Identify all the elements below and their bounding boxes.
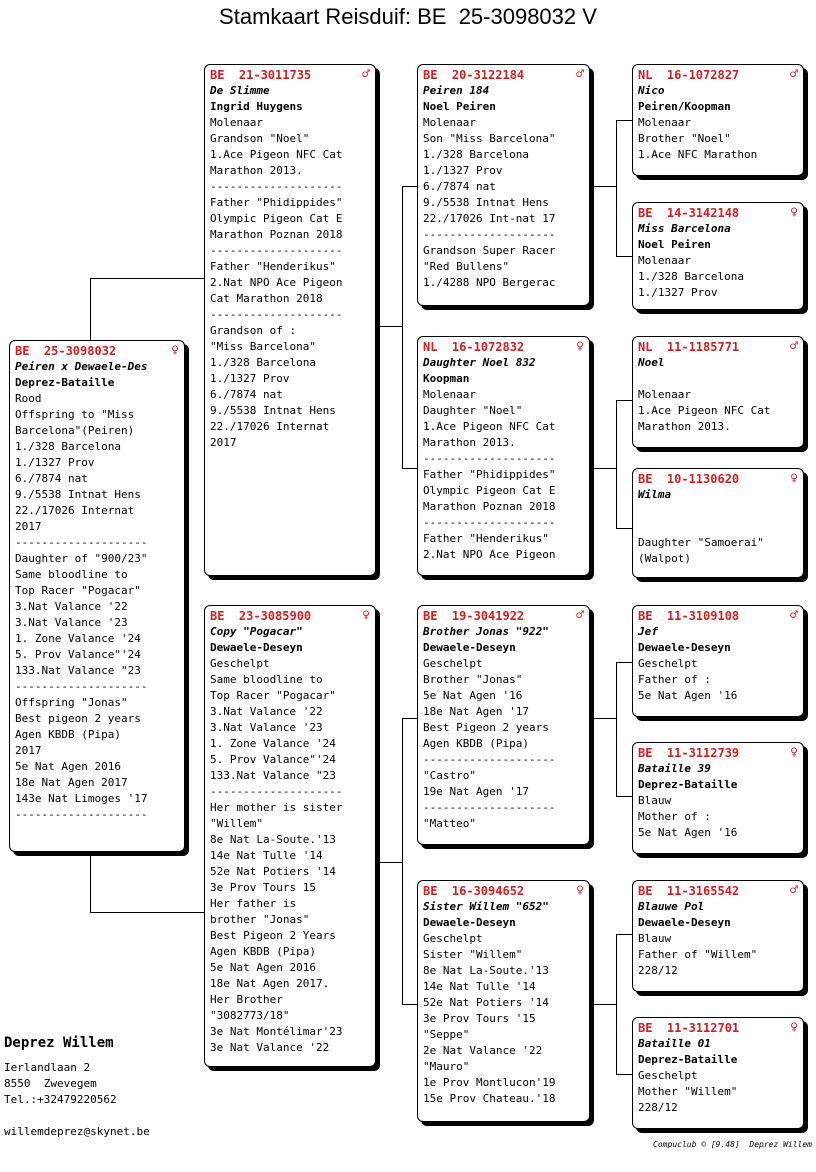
pedigree-card-mfm[interactable]	[632, 742, 804, 854]
pigeon-info-line: 228/12	[638, 964, 678, 977]
pigeon-info-line: --------------------	[423, 452, 556, 465]
pigeon-info-line: Marathon Poznan 2018	[423, 500, 556, 513]
pigeon-info-line: 2.Nat NPO Ace Pigeon	[210, 276, 343, 289]
pigeon-info-line: 133.Nat Valance "23	[15, 664, 141, 677]
pigeon-owner: Dewaele-Deseyn	[423, 916, 516, 929]
pigeon-info-line: Geschelpt	[423, 657, 483, 670]
pigeon-info-line: Grandson of :	[210, 324, 297, 337]
pigeon-info-line: --------------------	[423, 516, 556, 529]
female-icon: ♀	[790, 745, 798, 760]
pigeon-info-line: 5e Nat Agen '16	[638, 826, 738, 839]
pigeon-owner: Ingrid Huygens	[210, 100, 303, 113]
pigeon-info-line: --------------------	[15, 808, 148, 821]
pigeon-info-line: 1./4288 NPO Bergerac	[423, 276, 556, 289]
pigeon-info-line: Same bloodline to	[210, 673, 323, 686]
ring-number	[210, 608, 370, 624]
pigeon-info-line: "Red Bullens"	[423, 260, 510, 273]
pigeon-info-line: Father "Henderikus"	[210, 260, 336, 273]
pigeon-info-line: 1./1327 Prov	[15, 456, 95, 469]
pigeon-info-line: Grandson Super Racer	[423, 244, 556, 257]
pedigree-card-mother[interactable]	[204, 605, 376, 1067]
pigeon-info-line: Cat Marathon 2018	[210, 292, 323, 305]
ring-number	[638, 67, 798, 83]
female-icon: ♀	[790, 1020, 798, 1035]
pigeon-name: Wilma	[638, 488, 672, 501]
pedigree-card-fmm[interactable]	[632, 468, 804, 578]
pigeon-owner	[638, 371, 798, 387]
pigeon-info-line: 143e Nat Limoges '17	[15, 792, 148, 805]
ring-number	[638, 883, 798, 899]
pigeon-info-line: Top Racer "Pogacar"	[15, 584, 141, 597]
pigeon-info-line: 3e Prov Tours '15	[423, 1012, 536, 1025]
pigeon-info-line: Father of :	[638, 673, 711, 686]
pigeon-info-line: Mother of :	[638, 810, 711, 823]
pedigree-card-subject[interactable]	[9, 340, 185, 852]
pigeon-info-line: --------------------	[210, 308, 343, 321]
pigeon-info-line: 1./328 Barcelona	[638, 270, 744, 283]
pigeon-info-line: 1.Ace Pigeon NFC Cat	[210, 148, 343, 161]
ring-number-text: BE 16-3094652	[423, 884, 525, 898]
pigeon-owner: Dewaele-Deseyn	[638, 641, 731, 654]
pedigree-card-mmm[interactable]	[632, 1017, 804, 1129]
pigeon-info-line: Offspring to "Miss	[15, 408, 135, 421]
pigeon-info-line: 3.Nat Valance '22	[210, 705, 323, 718]
pigeon-info-line: 9./5538 Intnat Hens	[423, 196, 549, 209]
pigeon-info-line: 15e Prov Chateau.'18	[423, 1092, 556, 1105]
pigeon-owner: Koopman	[423, 372, 470, 385]
pigeon-info-line: 22./17026 Internat	[15, 504, 135, 517]
pigeon-info-line: --------------------	[210, 180, 343, 193]
pigeon-info-line: --------------------	[15, 680, 148, 693]
ring-number	[423, 339, 584, 355]
pigeon-info-line: Blauw	[638, 794, 672, 807]
pigeon-info-line	[638, 519, 798, 535]
pigeon-info-line: "Seppe"	[423, 1028, 470, 1041]
pigeon-name: Sister Willem "652"	[423, 900, 549, 913]
pigeon-info-line: Best pigeon 2 years	[15, 712, 141, 725]
ring-number	[423, 608, 584, 624]
pigeon-info-line: 8e Nat La-Soute.'13	[210, 833, 336, 846]
pigeon-info-line: Her mother is sister	[210, 801, 343, 814]
pigeon-info-line: Best Pigeon 2 years	[423, 721, 549, 734]
pigeon-info-line: Geschelpt	[638, 657, 698, 670]
pigeon-info-line: --------------------	[15, 536, 148, 549]
ring-number-text: NL 16-1072832	[423, 340, 525, 354]
pigeon-name: Peiren 184	[423, 84, 490, 97]
pigeon-info-line: Barcelona"(Peiren)	[15, 424, 135, 437]
pigeon-info-line: Blauw	[638, 932, 672, 945]
pigeon-info-line: Geschelpt	[423, 932, 483, 945]
pigeon-info-line: Daughter "Samoerai"	[638, 536, 764, 549]
pigeon-info-line: Olympic Pigeon Cat E	[423, 484, 556, 497]
ring-number-text: BE 23-3085900	[210, 609, 312, 623]
pigeon-info-line: Rood	[15, 392, 42, 405]
pigeon-info-line: 2.Nat NPO Ace Pigeon	[423, 548, 556, 561]
pigeon-info-line: 18e Nat Agen 2017.	[210, 977, 330, 990]
ring-number	[638, 471, 798, 487]
pedigree-card-father[interactable]	[204, 64, 376, 576]
pigeon-info-line: "Matteo"	[423, 817, 476, 830]
pigeon-name: Daughter Noel 832	[423, 356, 536, 369]
pigeon-name: Noel	[638, 356, 665, 369]
pigeon-info-line: 52e Nat Potiers '14	[210, 865, 336, 878]
pigeon-name: Miss Barcelona	[638, 222, 731, 235]
pigeon-name: Copy "Pogacar"	[210, 625, 303, 638]
pigeon-info-line: 1./1327 Prov	[210, 372, 290, 385]
pigeon-info-line: 18e Nat Agen '17	[423, 705, 529, 718]
female-icon: ♀	[576, 339, 584, 354]
pigeon-info-line: Marathon 2013.	[210, 164, 303, 177]
pigeon-info-line: 1./1327 Prov	[638, 286, 718, 299]
pigeon-name: Peiren x Dewaele-Des	[15, 360, 148, 373]
pigeon-info-line: Son "Miss Barcelona"	[423, 132, 556, 145]
ring-number-text: BE 19-3041922	[423, 609, 525, 623]
pigeon-info-line: Daughter "Noel"	[423, 404, 523, 417]
pigeon-info-line: 1.Ace Pigeon NFC Cat	[423, 420, 556, 433]
pigeon-info-line: 1e Prov Montlucon'19	[423, 1076, 556, 1089]
pigeon-info-line: 133.Nat Valance "23	[210, 769, 336, 782]
female-icon: ♀	[362, 608, 370, 623]
pigeon-info-line: 5e Nat Agen '16	[638, 689, 738, 702]
female-icon: ♀	[790, 205, 798, 220]
pigeon-info-line: 5e Nat Agen 2016	[210, 961, 316, 974]
ring-number-text: NL 11-1185771	[638, 340, 740, 354]
pigeon-info-line: Marathon 2013.	[423, 436, 516, 449]
pigeon-info-line: Molenaar	[638, 254, 691, 267]
ring-number-text: BE 21-3011735	[210, 68, 312, 82]
pigeon-info-line: Best Pigeon 2 Years	[210, 929, 336, 942]
pedigree-card-mm[interactable]	[417, 880, 590, 1122]
male-icon: ♂	[790, 67, 798, 82]
pigeon-info-line: Molenaar	[638, 116, 691, 129]
pigeon-info-line: 1./1327 Prov	[423, 164, 503, 177]
ring-number	[638, 1020, 798, 1036]
pigeon-info-line: Agen KBDB (Pipa)	[15, 728, 121, 741]
pigeon-info-line: Father of "Willem"	[638, 948, 758, 961]
pigeon-info-line: --------------------	[210, 785, 343, 798]
pedigree-card-fm[interactable]	[417, 336, 590, 576]
pigeon-info-line: Father "Henderikus"	[423, 532, 549, 545]
male-icon: ♂	[576, 67, 584, 82]
pigeon-info-line: Olympic Pigeon Cat E	[210, 212, 343, 225]
pigeon-info-line: 3.Nat Valance '23	[210, 721, 323, 734]
pigeon-info-line: Grandson "Noel"	[210, 132, 310, 145]
pigeon-name: Bataille 39	[638, 762, 711, 775]
pigeon-info-line: 2017	[210, 436, 237, 449]
ring-number	[638, 745, 798, 761]
pigeon-owner: Deprez-Bataille	[15, 376, 115, 389]
pigeon-info-line: 5e Nat Agen '16	[423, 689, 523, 702]
ring-number-text: BE 10-1130620	[638, 472, 740, 486]
male-icon: ♂	[576, 608, 584, 623]
pigeon-info-line: Molenaar	[210, 116, 263, 129]
pigeon-name: Nico	[638, 84, 665, 97]
pigeon-info-line: 22./17026 Internat	[210, 420, 330, 433]
pigeon-info-line: 8e Nat La-Soute.'13	[423, 964, 549, 977]
pedigree-card-ff[interactable]	[417, 64, 590, 306]
pigeon-info-line: 3e Nat Montélimar'23	[210, 1025, 343, 1038]
breeder-phone: Tel.:+32479220562	[4, 1093, 117, 1106]
pigeon-name: Jef	[638, 625, 658, 638]
ring-number-text: BE 14-3142148	[638, 206, 740, 220]
pigeon-info-line: Marathon Poznan 2018	[210, 228, 343, 241]
pigeon-owner	[638, 503, 798, 519]
ring-number-text: BE 11-3165542	[638, 884, 740, 898]
ring-number	[15, 343, 179, 359]
pigeon-info-line: 5. Prov Valance"'24	[15, 648, 141, 661]
pigeon-info-line: "Mauro"	[423, 1060, 470, 1073]
pigeon-info-line: 14e Nat Tulle '14	[423, 980, 536, 993]
pigeon-info-line: 9./5538 Intnat Hens	[210, 404, 336, 417]
ring-number	[638, 608, 798, 624]
pigeon-info-line: Father "Phidippides"	[423, 468, 556, 481]
pigeon-owner: Peiren/Koopman	[638, 100, 731, 113]
pigeon-info-line: Molenaar	[638, 388, 691, 401]
ring-number-text: BE 11-3112701	[638, 1021, 740, 1035]
pigeon-info-line: 3e Prov Tours 15	[210, 881, 316, 894]
pigeon-info-line: 2017	[15, 520, 42, 533]
pigeon-info-line: 52e Nat Potiers '14	[423, 996, 549, 1009]
pigeon-info-line: --------------------	[423, 228, 556, 241]
pigeon-info-line: --------------------	[423, 801, 556, 814]
pigeon-name: Blauwe Pol	[638, 900, 705, 913]
ring-number	[423, 67, 584, 83]
pigeon-info-line: Father "Phidippides"	[210, 196, 343, 209]
ring-number-text: BE 11-3112739	[638, 746, 740, 760]
pigeon-info-line: 228/12	[638, 1101, 678, 1114]
pigeon-info-line: Same bloodline to	[15, 568, 128, 581]
pigeon-info-line: Brother "Jonas"	[423, 673, 523, 686]
pigeon-info-line: 1./328 Barcelona	[210, 356, 316, 369]
pigeon-info-line: Agen KBDB (Pipa)	[210, 945, 316, 958]
pigeon-info-line: 1. Zone Valance '24	[15, 632, 141, 645]
pedigree-card-fmf[interactable]	[632, 336, 804, 448]
pigeon-info-line: 1.Ace Pigeon NFC Cat	[638, 404, 771, 417]
pigeon-info-line: Geschelpt	[210, 657, 270, 670]
pigeon-owner: Deprez-Bataille	[638, 1053, 738, 1066]
male-icon: ♂	[790, 608, 798, 623]
pigeon-info-line: 3.Nat Valance '23	[15, 616, 128, 629]
pigeon-info-line: "Miss Barcelona"	[210, 340, 316, 353]
software-footer: Compuclub © [9.48] Deprez Willem	[653, 1140, 812, 1149]
pigeon-info-line: Geschelpt	[638, 1069, 698, 1082]
ring-number	[638, 339, 798, 355]
pigeon-info-line: Agen KBDB (Pipa)	[423, 737, 529, 750]
pedigree-card-fff[interactable]	[632, 64, 804, 176]
pigeon-info-line: 1./328 Barcelona	[15, 440, 121, 453]
pigeon-owner: Deprez-Bataille	[638, 778, 738, 791]
pigeon-info-line: Offspring "Jonas"	[15, 696, 128, 709]
pigeon-info-line: 3e Nat Valance '22	[210, 1041, 330, 1054]
pedigree-card-mmf[interactable]	[632, 880, 804, 992]
male-icon: ♂	[790, 883, 798, 898]
pedigree-card-ffm[interactable]	[632, 202, 804, 310]
pigeon-info-line: 2017	[15, 744, 42, 757]
breeder-city: 8550 Zwevegem	[4, 1077, 97, 1090]
pigeon-info-line: "Castro"	[423, 769, 476, 782]
pigeon-info-line: "3082773/18"	[210, 1009, 290, 1022]
female-icon: ♀	[790, 471, 798, 486]
pigeon-info-line: 22./17026 Int-nat 17	[423, 212, 556, 225]
pigeon-info-line: 1. Zone Valance '24	[210, 737, 336, 750]
ring-number-text: BE 20-3122184	[423, 68, 525, 82]
pigeon-owner: Noel Peiren	[423, 100, 496, 113]
pigeon-owner: Dewaele-Deseyn	[638, 916, 731, 929]
pigeon-info-line: Mother "Willem"	[638, 1085, 738, 1098]
pigeon-info-line: 6./7874 nat	[15, 472, 88, 485]
pigeon-info-line: 18e Nat Agen 2017	[15, 776, 128, 789]
male-icon: ♂	[790, 339, 798, 354]
pigeon-info-line: (Walpot)	[638, 552, 691, 565]
pigeon-info-line: 1./328 Barcelona	[423, 148, 529, 161]
breeder-street: Ierlandlaan 2	[4, 1061, 91, 1074]
pedigree-card-mff[interactable]	[632, 605, 804, 717]
pigeon-info-line: Molenaar	[423, 116, 476, 129]
pigeon-info-line: 6./7874 nat	[210, 388, 283, 401]
page-title: Stamkaart Reisduif: BE 25-3098032 V	[219, 4, 597, 29]
pigeon-info-line: 5e Nat Agen 2016	[15, 760, 121, 773]
pigeon-name: Brother Jonas "922"	[423, 625, 549, 638]
pigeon-info-line: brother "Jonas"	[210, 913, 310, 926]
pigeon-info-line: 19e Nat Agen '17	[423, 785, 529, 798]
pigeon-owner: Noel Peiren	[638, 238, 711, 251]
breeder-name: Deprez Willem	[4, 1035, 114, 1051]
pigeon-info-line: 3.Nat Valance '22	[15, 600, 128, 613]
pigeon-info-line: Top Racer "Pogacar"	[210, 689, 336, 702]
male-icon: ♂	[362, 67, 370, 82]
breeder-email[interactable]: willemdeprez@skynet.be	[4, 1125, 150, 1138]
pigeon-info-line: 9./5538 Intnat Hens	[15, 488, 141, 501]
ring-number-text: BE 25-3098032	[15, 344, 117, 358]
ring-number	[423, 883, 584, 899]
pigeon-info-line: 6./7874 nat	[423, 180, 496, 193]
female-icon: ♀	[576, 883, 584, 898]
ring-number-text: BE 11-3109108	[638, 609, 740, 623]
pigeon-info-line: Molenaar	[423, 388, 476, 401]
pigeon-info-line: 14e Nat Tulle '14	[210, 849, 323, 862]
pigeon-info-line: Her father is	[210, 897, 297, 910]
pigeon-info-line: Her Brother	[210, 993, 283, 1006]
pigeon-info-line: --------------------	[423, 753, 556, 766]
pigeon-name: Bataille 01	[638, 1037, 711, 1050]
pigeon-info-line: --------------------	[210, 244, 343, 257]
pigeon-info-line: Sister "Willem"	[423, 948, 523, 961]
pigeon-info-line: Marathon 2013.	[638, 420, 731, 433]
pigeon-owner: Dewaele-Deseyn	[423, 641, 516, 654]
ring-number-text: NL 16-1072827	[638, 68, 740, 82]
ring-number	[638, 205, 798, 221]
pigeon-info-line: 5. Prov Valance"'24	[210, 753, 336, 766]
pigeon-info-line: Brother "Noel"	[638, 132, 731, 145]
pedigree-card-mf[interactable]	[417, 605, 590, 845]
pigeon-info-line: "Willem"	[210, 817, 263, 830]
ring-number	[210, 67, 370, 83]
pigeon-name: De Slimme	[210, 84, 270, 97]
pigeon-info-line: Daughter of "900/23"	[15, 552, 148, 565]
pigeon-owner: Dewaele-Deseyn	[210, 641, 303, 654]
pigeon-info-line: 1.Ace NFC Marathon	[638, 148, 758, 161]
pigeon-info-line: 2e Nat Valance '22	[423, 1044, 543, 1057]
female-icon: ♀	[171, 343, 179, 358]
